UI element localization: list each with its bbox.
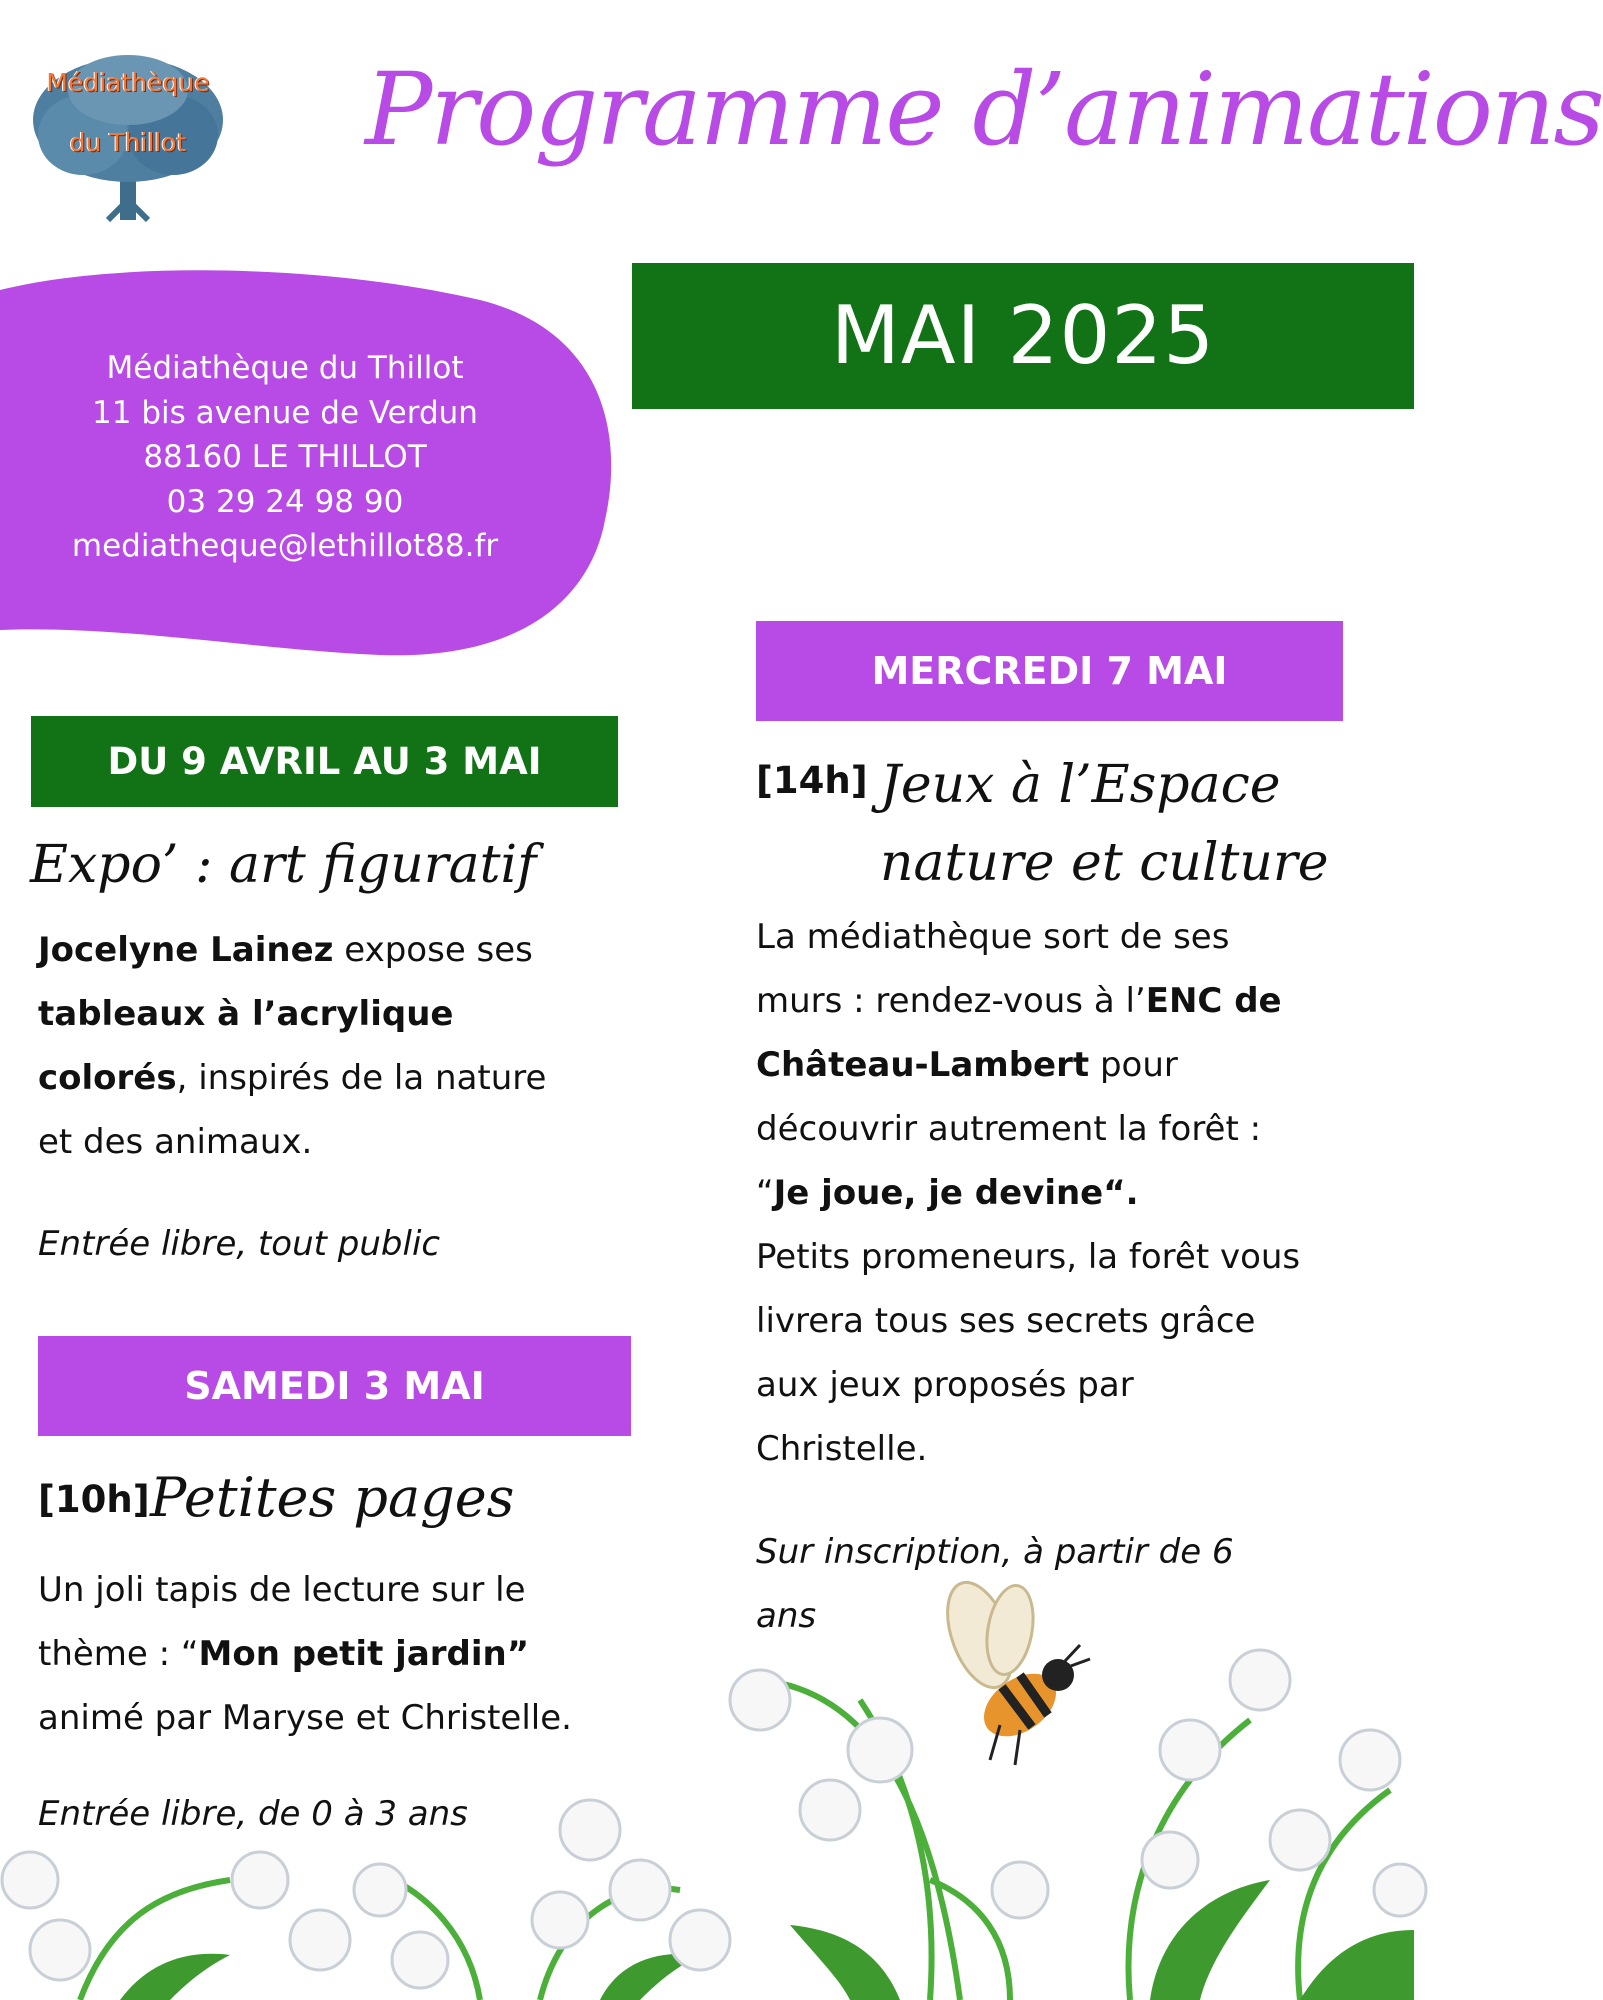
expo-artist: Jocelyne Lainez: [38, 930, 334, 970]
mercredi-title-line-1: Jeux à l’Espace: [880, 755, 1281, 815]
contact-email[interactable]: mediatheque@lethillot88.fr: [71, 528, 499, 564]
logo-line-2: du Thillot: [69, 128, 187, 157]
mercredi-hour: [14h]: [756, 759, 868, 802]
mercredi-text-9: Christelle.: [756, 1429, 928, 1469]
mercredi-text-5: “: [756, 1173, 774, 1213]
contact-street: 11 bis avenue de Verdun: [92, 394, 478, 431]
lily-of-the-valley-decoration: [0, 1560, 1414, 2000]
mercredi-note-line-2: ans: [756, 1596, 817, 1636]
mercredi-text-6: Petits promeneurs, la forêt vous: [756, 1237, 1301, 1277]
mercredi-text-3: pour: [1089, 1045, 1178, 1085]
expo-title: Expo’ : art figuratif: [30, 835, 537, 895]
samedi-text-2-bold: Mon petit jardin”: [198, 1634, 530, 1674]
samedi-hour: [10h]: [38, 1478, 150, 1521]
bee-icon: [940, 1575, 1100, 1775]
expo-text-4: et des animaux.: [38, 1122, 313, 1162]
expo-text-3: , inspirés de la nature: [176, 1058, 547, 1098]
contact-phone[interactable]: 03 29 24 98 90: [166, 483, 404, 520]
expo-description: [38, 918, 546, 1174]
mercredi-note-line-1: Sur inscription, à partir de 6: [756, 1532, 1234, 1572]
expo-date-banner: DU 9 AVRIL AU 3 MAI: [31, 716, 618, 807]
samedi-note: Entrée libre, de 0 à 3 ans: [38, 1794, 468, 1834]
samedi-text-3: animé par Maryse et Christelle.: [38, 1698, 572, 1738]
library-logo: [28, 50, 228, 230]
month-label: MAI 2025: [830, 289, 1216, 382]
mercredi-text-5-bold: Je joue, je devine“.: [773, 1173, 1139, 1213]
mercredi-text-4: découvrir autrement la forêt :: [756, 1109, 1262, 1149]
expo-text-3-bold: colorés: [38, 1058, 177, 1098]
mercredi-text-7: livrera tous ses secrets grâce: [756, 1301, 1256, 1341]
expo-text-1: expose ses: [333, 930, 533, 970]
mercredi-text-2-bold: ENC de: [1145, 981, 1282, 1021]
mercredi-text-3-bold: Château-Lambert: [756, 1045, 1090, 1085]
mercredi-text-8: aux jeux proposés par: [756, 1365, 1134, 1405]
mercredi-title-line-2: nature et culture: [880, 833, 1329, 893]
mercredi-text-1: La médiathèque sort de ses: [756, 917, 1230, 957]
contact-city: 88160 LE THILLOT: [143, 439, 427, 475]
samedi-date-banner: SAMEDI 3 MAI: [38, 1336, 631, 1436]
mercredi-date-banner: MERCREDI 7 MAI: [756, 621, 1343, 721]
expo-text-2: tableaux à l’acrylique: [38, 994, 454, 1034]
samedi-text-2: thème : “: [38, 1634, 199, 1674]
samedi-text-1: Un joli tapis de lecture sur le: [38, 1570, 526, 1610]
logo-line-1: Médiathèque: [46, 68, 210, 97]
expo-note: Entrée libre, tout public: [38, 1224, 441, 1264]
contact-name: Médiathèque du Thillot: [106, 350, 464, 386]
mercredi-description: [756, 905, 1300, 1481]
month-banner: [632, 263, 1414, 409]
mercredi-text-2: murs : rendez-vous à l’: [756, 981, 1146, 1021]
contact-info: [40, 346, 530, 569]
samedi-title: Petites pages: [150, 1466, 515, 1529]
page-title: Programme d’animations: [365, 51, 1603, 168]
